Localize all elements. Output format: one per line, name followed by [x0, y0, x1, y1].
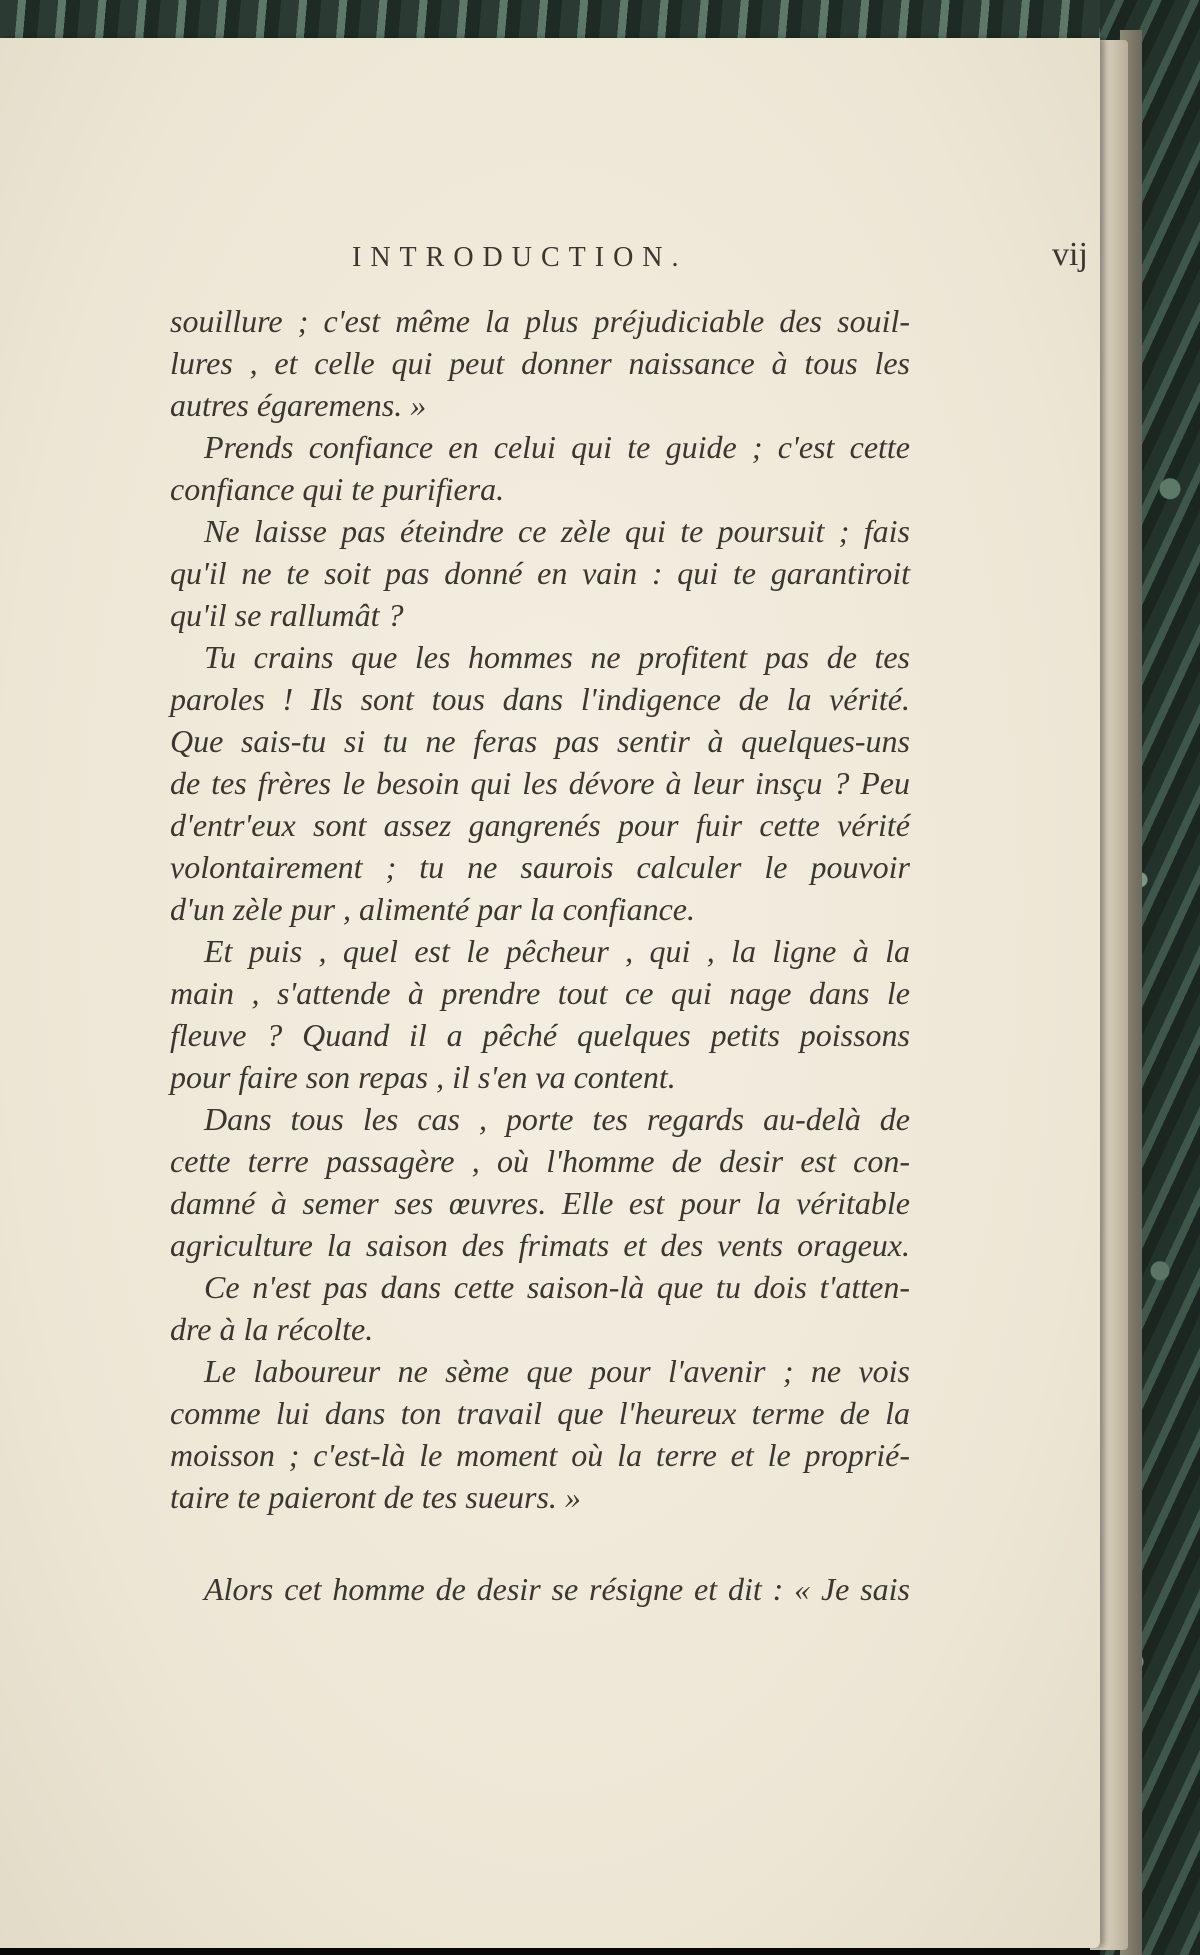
text-line: main , s'attende à prendre tout ce qui nage dans le: [170, 975, 910, 1011]
text-line: damné à semer ses œuvres. Elle est pour la véritable: [170, 1185, 910, 1221]
text-line: moisson ; c'est-là le moment où la terre et le proprié-: [170, 1437, 910, 1473]
text-line: Prends confiance en celui qui te guide ; c'est cette: [204, 429, 910, 465]
text-line: Tu crains que les hommes ne profitent pas de tes: [204, 639, 910, 675]
text-line: Et puis , quel est le pêcheur , qui , la ligne à la: [204, 933, 910, 969]
text-line: d'entr'eux sont assez gangrenés pour fuir cette vérité: [170, 807, 910, 843]
text-line: Que sais-tu si tu ne feras pas sentir à quelques-uns: [170, 723, 910, 759]
text-line: Ne laisse pas éteindre ce zèle qui te poursuit ; fais: [204, 513, 910, 549]
text-line: agriculture la saison des frimats et des vents orageux.: [170, 1227, 910, 1263]
text-line: lures , et celle qui peut donner naissance à tous les: [170, 345, 910, 381]
page-number: vij: [1052, 236, 1088, 273]
text-line: confiance qui te purifiera.: [170, 471, 505, 507]
text-line: souillure ; c'est même la plus préjudiciable des souil-: [170, 303, 910, 339]
text-line: comme lui dans ton travail que l'heureux terme de la: [170, 1395, 910, 1431]
text-line: Le laboureur ne sème que pour l'avenir ; ne vois: [204, 1353, 910, 1389]
page-body: [170, 300, 910, 1610]
text-line: dre à la récolte.: [170, 1311, 374, 1347]
running-head: INTRODUCTION.: [352, 242, 688, 273]
text-line: cette terre passagère , où l'homme de desir est con-: [170, 1143, 910, 1179]
text-line: pour faire son repas , il s'en va content.: [170, 1059, 676, 1095]
book-page: [0, 38, 1100, 1948]
text-line: taire te paieront de tes sueurs. »: [170, 1479, 581, 1515]
text-line: Dans tous les cas , porte tes regards au-delà de: [204, 1101, 910, 1137]
text-line: autres égaremens. »: [170, 387, 427, 423]
text-line: qu'il ne te soit pas donné en vain : qui te garantiroit: [170, 555, 910, 591]
text-line: qu'il se rallumât ?: [170, 597, 404, 633]
text-line: paroles ! Ils sont tous dans l'indigence de la vérité.: [170, 681, 910, 717]
text-line: Alors cet homme de desir se résigne et dit : « Je sais: [204, 1571, 910, 1607]
text-line: volontairement ; tu ne saurois calculer le pouvoir: [170, 849, 910, 885]
text-line: Ce n'est pas dans cette saison-là que tu dois t'atten-: [204, 1269, 910, 1305]
text-line: fleuve ? Quand il a pêché quelques petits poissons: [170, 1017, 910, 1053]
text-line: d'un zèle pur , alimenté par la confiance.: [170, 891, 695, 927]
paragraph-gap: [170, 1518, 910, 1568]
text-line: de tes frères le besoin qui les dévore à leur insçu ? Peu: [170, 765, 910, 801]
